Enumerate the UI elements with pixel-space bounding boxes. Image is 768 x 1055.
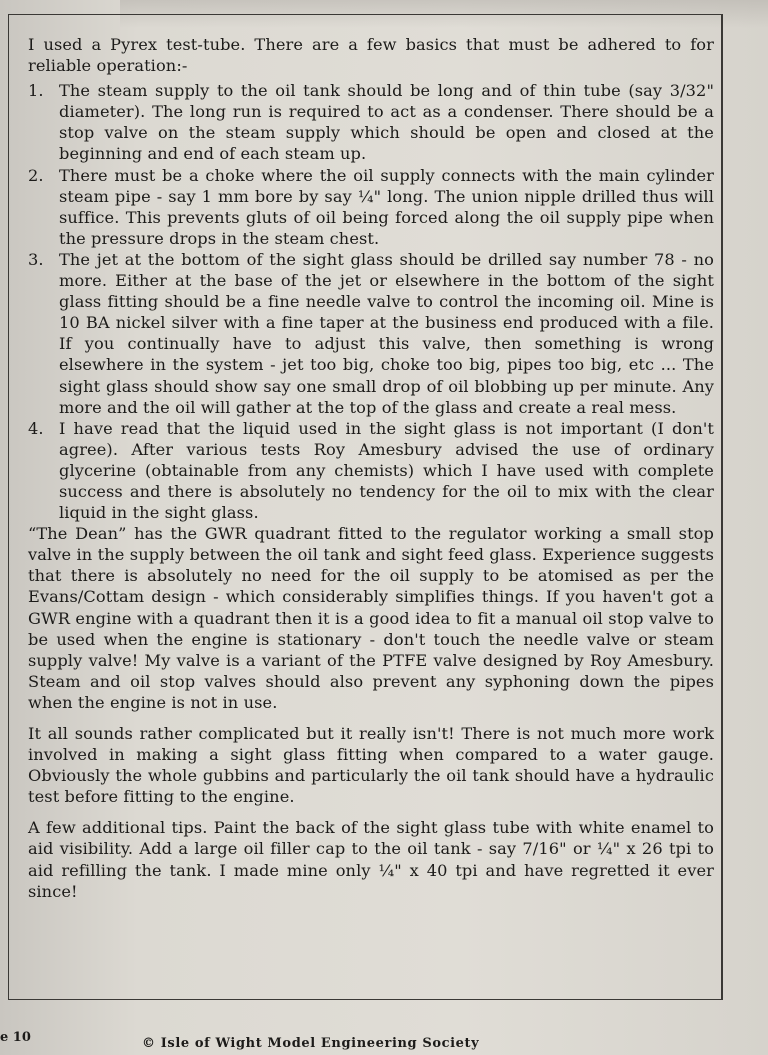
list-item [28,165,714,249]
list-text: There must be a choke where the oil supply connects with the main cylinder steam pipe - say 1 mm bore by say ¼" long. The union nipple drilled thus will suffice. This prevents gluts of oil being forced along the oil supply pipe when the pressure drops in the steam chest. [59,165,714,248]
list-number: 4. [28,418,44,438]
page-number: e 10 [0,1030,31,1045]
list-text: The jet at the bottom of the sight glass should be drilled say number 78 - no more. Either at the base of the jet or elsewhere in the bottom of the sight glass fitting should be a fine needle valve to control the incoming oil. Mine is 10 BA nickel silver with a fine taper at the business end produced with a file. If you continually have to adjust this valve, then something is wrong elsewhere in the system - jet too big, choke too big, pipes too big, etc ... The sight glass should show say one small drop of oil blobbing up per minute. Any more and the oil will gather at the top of the glass and create a real mess. [59,249,714,417]
complicated-paragraph: It all sounds rather complicated but it really isn't! There is not much more work involved in making a sight glass fitting when compared to a water gauge. Obviously the whole gubbins and particularly the oil tank should have a hydraulic test before fitting to the engine. [28,724,714,807]
list-number: 1. [28,81,44,101]
list-number: 3. [28,249,44,269]
list-text: The steam supply to the oil tank should be long and of thin tube (say 3/32" diameter). The long run is required to act as a condenser. There should be a stop valve on the steam supply which should be open and closed at the beginning and end of each steam up. [59,81,714,164]
list-item [28,249,714,418]
list-text: I have read that the liquid used in the sight glass is not important (I don't agree). After various tests Roy Amesbury advised the use of ordinary glycerine (obtainable from any chemists) which I have used with complete success and there is absolutely no tendency for the oil to mix with the clear liquid in the sight glass. [59,418,714,523]
page-footer [0,1030,768,1055]
list-number: 2. [28,165,44,185]
frame-right-edge [722,14,723,1000]
copyright-notice: © Isle of Wight Model Engineering Society [142,1036,480,1051]
basics-list [28,80,714,523]
intro-paragraph: I used a Pyrex test-tube. There are a few basics that must be adhered to for reliable operation:- [28,35,714,76]
list-item [28,418,714,523]
dean-paragraph: “The Dean” has the GWR quadrant fitted to the regulator working a small stop valve in the supply between the oil tank and sight feed glass. Experience suggests that there is absolutely no need for the oil supply to be atomised as per the Evans/Cottam design - which considerably simplifies things. If you haven't got a GWR engine with a quadrant then it is a good idea to fit a manual oil stop valve to be used when the engine is stationary - don't touch the needle valve or steam supply valve! My valve is a variant of the PTFE valve designed by Roy Amesbury. Steam and oil stop valves should also prevent any syphoning down the pipes when the engine is not in use. [28,524,714,712]
article-body [28,34,714,902]
tips-paragraph: A few additional tips. Paint the back of the sight glass tube with white enamel to aid visibility. Add a large oil filler cap to the oil tank - say 7/16" or ¼" x 26 tpi to aid refilling the tank. I made mine only ¼" x 40 tpi and have regretted it ever since! [28,818,714,901]
list-item [28,80,714,164]
